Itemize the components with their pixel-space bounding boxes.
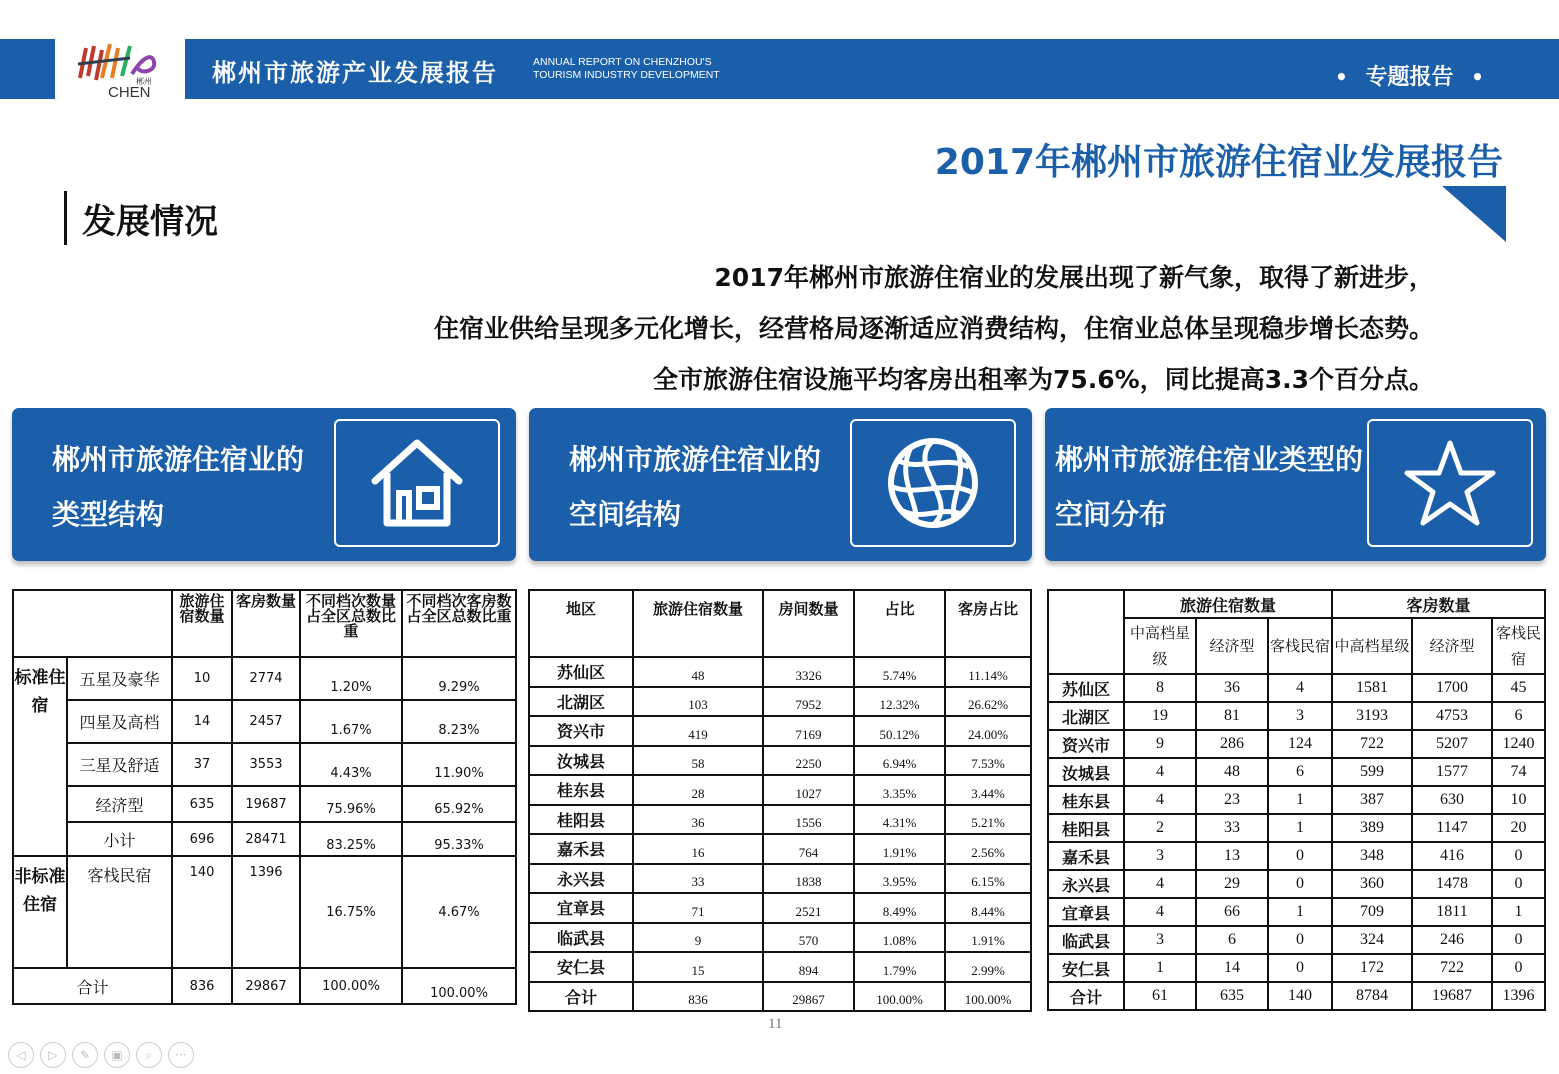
- table-row: [1048, 758, 1545, 786]
- header-en-line2: TOURISM INDUSTRY DEVELOPMENT: [533, 69, 720, 81]
- t3-region: 桂阳县: [1048, 814, 1124, 842]
- t1-rooms: 2457: [232, 700, 300, 743]
- t3-value: 4: [1124, 758, 1196, 786]
- table-row: [529, 834, 1031, 864]
- t2-region: 永兴县: [529, 864, 633, 894]
- slides-icon[interactable]: ▣: [104, 1042, 130, 1068]
- table-row: [13, 968, 516, 1004]
- t3-value: 324: [1332, 926, 1412, 954]
- t3-value: 4: [1124, 898, 1196, 926]
- t3-value: 19: [1124, 702, 1196, 730]
- t1-pct-count: 4.43%: [300, 743, 402, 786]
- table-row: [1048, 982, 1545, 1010]
- t3-region: 临武县: [1048, 926, 1124, 954]
- t3-value: 124: [1268, 730, 1332, 758]
- t1-rooms: 19687: [232, 786, 300, 822]
- t2-value: 7.53%: [945, 746, 1031, 776]
- t2-header-count: 旅游住宿数量: [633, 590, 763, 657]
- header-en-line1: ANNUAL REPORT ON CHENZHOU'S: [533, 56, 712, 68]
- t1-type: 经济型: [67, 786, 172, 822]
- table-row: [529, 775, 1031, 805]
- t3-value: 13: [1196, 842, 1268, 870]
- t2-region: 桂阳县: [529, 805, 633, 835]
- t3-value: 1581: [1332, 674, 1412, 702]
- t2-value: 7952: [763, 687, 854, 717]
- table-row: [529, 716, 1031, 746]
- t2-value: 4.31%: [854, 805, 945, 835]
- t3-value: 3: [1124, 842, 1196, 870]
- t2-value: 26.62%: [945, 687, 1031, 717]
- t3-value: 0: [1268, 954, 1332, 982]
- t3-value: 722: [1332, 730, 1412, 758]
- section-marker: [64, 191, 67, 245]
- t2-value: 48: [633, 657, 763, 687]
- t2-value: 5.74%: [854, 657, 945, 687]
- t3-value: 0: [1268, 842, 1332, 870]
- t1-header-count: 旅游住宿数量: [172, 590, 232, 657]
- t2-region: 嘉禾县: [529, 834, 633, 864]
- t1-count: 10: [172, 657, 232, 700]
- t2-value: 8.44%: [945, 893, 1031, 923]
- slideshow-nav: [8, 1042, 194, 1068]
- t3-value: 1: [1492, 898, 1545, 926]
- t3-value: 172: [1332, 954, 1412, 982]
- t2-value: 2.99%: [945, 952, 1031, 982]
- t3-region: 安仁县: [1048, 954, 1124, 982]
- t1-type: 客栈民宿: [67, 856, 172, 968]
- table-row: [529, 952, 1031, 982]
- t1-count: 14: [172, 700, 232, 743]
- t3-value: 1: [1268, 898, 1332, 926]
- t2-value: 764: [763, 834, 854, 864]
- t3-value: 29: [1196, 870, 1268, 898]
- t2-value: 2.56%: [945, 834, 1031, 864]
- t3-region: 桂东县: [1048, 786, 1124, 814]
- t3-value: 61: [1124, 982, 1196, 1010]
- t3-value: 389: [1332, 814, 1412, 842]
- t3-value: 10: [1492, 786, 1545, 814]
- t3-value: 48: [1196, 758, 1268, 786]
- t3-sub-header: 经济型: [1412, 618, 1492, 674]
- table-row: [1048, 870, 1545, 898]
- card-title-line2: 类型结构: [52, 498, 165, 531]
- t1-total-pct-count: 100.00%: [300, 968, 402, 1004]
- t1-total-label: 合计: [13, 968, 172, 1004]
- t1-total-count: 836: [172, 968, 232, 1004]
- type-structure-table: [12, 589, 517, 1005]
- t2-region: 桂东县: [529, 775, 633, 805]
- table-row: [529, 893, 1031, 923]
- space-structure-table: [528, 589, 1032, 1012]
- t1-corner-cell: [13, 590, 172, 657]
- card-type-structure[interactable]: [12, 408, 516, 561]
- section-title: 发展情况: [82, 202, 218, 242]
- t2-value: 1556: [763, 805, 854, 835]
- t2-value: 71: [633, 893, 763, 923]
- table-row: [529, 746, 1031, 776]
- t2-value: 3.44%: [945, 775, 1031, 805]
- t3-corner-cell: [1048, 590, 1124, 674]
- table-row: [529, 982, 1031, 1012]
- t1-pct-rooms: 11.90%: [402, 743, 516, 786]
- t2-value: 2521: [763, 893, 854, 923]
- lead-line-1: 2017年郴州市旅游住宿业的发展出现了新气象，取得了新进步，: [714, 263, 1434, 292]
- t2-value: 8.49%: [854, 893, 945, 923]
- t2-header-share: 占比: [854, 590, 945, 657]
- header-en-title: [533, 56, 720, 82]
- t2-value: 24.00%: [945, 716, 1031, 746]
- t3-value: 140: [1268, 982, 1332, 1010]
- card-space-structure[interactable]: [529, 408, 1032, 561]
- table-row: [13, 700, 516, 743]
- t2-region: 合计: [529, 982, 633, 1012]
- t3-value: 20: [1492, 814, 1545, 842]
- card-title-line2: 空间分布: [1055, 498, 1168, 531]
- t3-value: 8: [1124, 674, 1196, 702]
- t3-value: 3193: [1332, 702, 1412, 730]
- t3-value: 0: [1492, 926, 1545, 954]
- t2-value: 1027: [763, 775, 854, 805]
- t2-value: 3.35%: [854, 775, 945, 805]
- t3-value: 4753: [1412, 702, 1492, 730]
- t3-value: 14: [1196, 954, 1268, 982]
- t3-value: 3: [1268, 702, 1332, 730]
- t2-value: 6.94%: [854, 746, 945, 776]
- pen-icon[interactable]: ✎: [72, 1042, 98, 1068]
- t2-value: 1.91%: [945, 923, 1031, 953]
- t3-group-count: 旅游住宿数量: [1124, 590, 1332, 618]
- t3-value: 6: [1268, 758, 1332, 786]
- t2-region: 北湖区: [529, 687, 633, 717]
- t3-value: 4: [1268, 674, 1332, 702]
- t2-value: 1.79%: [854, 952, 945, 982]
- card-type-distribution[interactable]: [1045, 408, 1546, 561]
- t1-pct-rooms: 8.23%: [402, 700, 516, 743]
- t2-value: 103: [633, 687, 763, 717]
- t2-value: 894: [763, 952, 854, 982]
- t3-value: 630: [1412, 786, 1492, 814]
- table-row: [1048, 898, 1545, 926]
- t3-region: 北湖区: [1048, 702, 1124, 730]
- card-title-line2: 空间结构: [569, 498, 682, 531]
- t3-value: 45: [1492, 674, 1545, 702]
- table-row: [529, 657, 1031, 687]
- t1-pct-rooms: 9.29%: [402, 657, 516, 700]
- t3-sub-header: 中高档星级: [1124, 618, 1196, 674]
- table-row: [1048, 926, 1545, 954]
- t3-value: 1700: [1412, 674, 1492, 702]
- type-distribution-table: [1047, 589, 1546, 1011]
- t3-sub-header: 客栈民宿: [1268, 618, 1332, 674]
- t2-value: 5.21%: [945, 805, 1031, 835]
- logo-sub-text: 郴州: [136, 77, 152, 86]
- star-icon: [1402, 437, 1498, 529]
- t1-group-standard: 标准住宿: [13, 657, 67, 856]
- t2-header-region: 地区: [529, 590, 633, 657]
- t2-value: 29867: [763, 982, 854, 1012]
- t3-value: 0: [1268, 926, 1332, 954]
- t2-value: 3326: [763, 657, 854, 687]
- t2-value: 6.15%: [945, 864, 1031, 894]
- t2-value: 1.91%: [854, 834, 945, 864]
- t3-value: 6: [1196, 926, 1268, 954]
- t3-value: 286: [1196, 730, 1268, 758]
- tag-bullet-left: •: [1335, 65, 1348, 89]
- t3-value: 36: [1196, 674, 1268, 702]
- t3-region: 宜章县: [1048, 898, 1124, 926]
- t2-value: 2250: [763, 746, 854, 776]
- table-row: [1048, 730, 1545, 758]
- t3-value: 1: [1268, 786, 1332, 814]
- t3-value: 1: [1268, 814, 1332, 842]
- card-icon-box: [1367, 419, 1533, 547]
- t2-value: 28: [633, 775, 763, 805]
- t3-value: 66: [1196, 898, 1268, 926]
- table-row: [13, 743, 516, 786]
- t2-region: 汝城县: [529, 746, 633, 776]
- t3-value: 4: [1124, 786, 1196, 814]
- card-icon-box: [850, 419, 1016, 547]
- t1-total-pct-rooms: 100.00%: [402, 968, 516, 1004]
- t3-region: 永兴县: [1048, 870, 1124, 898]
- t1-rooms: 3553: [232, 743, 300, 786]
- table-row: [13, 822, 516, 856]
- t2-region: 安仁县: [529, 952, 633, 982]
- section-tag: [1335, 60, 1484, 91]
- t2-region: 临武县: [529, 923, 633, 953]
- t3-value: 246: [1412, 926, 1492, 954]
- t1-total-rooms: 29867: [232, 968, 300, 1004]
- t1-count: 37: [172, 743, 232, 786]
- page-title: 2017年郴州市旅游住宿业发展报告: [934, 142, 1503, 183]
- t3-value: 348: [1332, 842, 1412, 870]
- t2-value: 419: [633, 716, 763, 746]
- more-icon[interactable]: ···: [168, 1042, 194, 1068]
- t1-pct-count: 1.67%: [300, 700, 402, 743]
- table-row: [13, 786, 516, 822]
- t3-value: 6: [1492, 702, 1545, 730]
- t1-count: 140: [172, 856, 232, 968]
- t3-value: 3: [1124, 926, 1196, 954]
- t3-value: 19687: [1412, 982, 1492, 1010]
- header-left-band: [0, 39, 55, 99]
- t2-value: 33: [633, 864, 763, 894]
- t3-value: 9: [1124, 730, 1196, 758]
- t3-value: 387: [1332, 786, 1412, 814]
- t1-header-pct-count: 不同档次数量占全区总数比重: [300, 590, 402, 657]
- t2-region: 苏仙区: [529, 657, 633, 687]
- t3-value: 5207: [1412, 730, 1492, 758]
- t3-group-rooms: 客房数量: [1332, 590, 1545, 618]
- t2-header-rooms: 房间数量: [763, 590, 854, 657]
- t3-value: 599: [1332, 758, 1412, 786]
- tag-bullet-right: •: [1471, 65, 1484, 89]
- table-row: [13, 657, 516, 700]
- table-row: [1048, 674, 1545, 702]
- t1-rooms: 28471: [232, 822, 300, 856]
- t3-value: 1577: [1412, 758, 1492, 786]
- t3-region: 嘉禾县: [1048, 842, 1124, 870]
- t3-sub-header: 中高档星级: [1332, 618, 1412, 674]
- t1-pct-count: 16.75%: [300, 856, 402, 968]
- t2-value: 50.12%: [854, 716, 945, 746]
- t3-value: 33: [1196, 814, 1268, 842]
- t1-count: 635: [172, 786, 232, 822]
- t1-header-pct-rooms: 不同档次客房数占全区总数比重: [402, 590, 516, 657]
- t2-region: 资兴市: [529, 716, 633, 746]
- table-row: [1048, 954, 1545, 982]
- t3-value: 1147: [1412, 814, 1492, 842]
- t2-value: 570: [763, 923, 854, 953]
- t2-value: 58: [633, 746, 763, 776]
- t1-type: 小计: [67, 822, 172, 856]
- table-row: [1048, 814, 1545, 842]
- t2-value: 9: [633, 923, 763, 953]
- table-row: [13, 856, 516, 968]
- t1-pct-rooms: 95.33%: [402, 822, 516, 856]
- t3-value: 81: [1196, 702, 1268, 730]
- t1-pct-count: 1.20%: [300, 657, 402, 700]
- t2-header-room-share: 客房占比: [945, 590, 1031, 657]
- globe-icon: [885, 435, 981, 531]
- t1-rooms: 1396: [232, 856, 300, 968]
- t1-group-nonstandard: 非标准住宿: [13, 856, 67, 968]
- table-row: [529, 687, 1031, 717]
- t3-value: 416: [1412, 842, 1492, 870]
- t2-value: 15: [633, 952, 763, 982]
- t3-value: 0: [1268, 870, 1332, 898]
- t1-count: 696: [172, 822, 232, 856]
- t3-value: 709: [1332, 898, 1412, 926]
- card-title-line1: 郴州市旅游住宿业的: [569, 443, 822, 476]
- t1-rooms: 2774: [232, 657, 300, 700]
- t1-pct-count: 75.96%: [300, 786, 402, 822]
- t2-value: 100.00%: [854, 982, 945, 1012]
- header-title: 郴州市旅游产业发展报告: [212, 59, 498, 87]
- zoom-icon[interactable]: ⌕: [136, 1042, 162, 1068]
- corner-triangle: [1442, 186, 1506, 242]
- t2-value: 3.95%: [854, 864, 945, 894]
- card-title-line1: 郴州市旅游住宿业的: [52, 443, 305, 476]
- card-title-line1: 郴州市旅游住宿业类型的: [1055, 443, 1364, 476]
- t3-value: 360: [1332, 870, 1412, 898]
- t3-sub-header: 经济型: [1196, 618, 1268, 674]
- t3-value: 8784: [1332, 982, 1412, 1010]
- t3-value: 1478: [1412, 870, 1492, 898]
- table-row: [529, 864, 1031, 894]
- chenzhou-logo: [72, 38, 172, 102]
- table-row: [1048, 786, 1545, 814]
- t3-region: 合计: [1048, 982, 1124, 1010]
- next-icon[interactable]: ▷: [40, 1042, 66, 1068]
- t2-value: 11.14%: [945, 657, 1031, 687]
- t2-value: 1838: [763, 864, 854, 894]
- t3-value: 0: [1492, 842, 1545, 870]
- page-number: 11: [768, 1016, 783, 1032]
- t2-value: 16: [633, 834, 763, 864]
- t1-header-rooms: 客房数量: [232, 590, 300, 657]
- t1-type: 三星及舒适: [67, 743, 172, 786]
- logo-text: CHEN: [108, 84, 151, 101]
- t3-value: 635: [1196, 982, 1268, 1010]
- t3-value: 1396: [1492, 982, 1545, 1010]
- lead-line-2: 住宿业供给呈现多元化增长，经营格局逐渐适应消费结构，住宿业总体呈现稳步增长态势。: [433, 314, 1434, 343]
- t1-pct-rooms: 4.67%: [402, 856, 516, 968]
- t3-value: 23: [1196, 786, 1268, 814]
- t3-region: 苏仙区: [1048, 674, 1124, 702]
- t3-value: 0: [1492, 954, 1545, 982]
- lead-line-3: 全市旅游住宿设施平均客房出租率为75.6%，同比提高3.3个百分点。: [652, 365, 1434, 394]
- t1-type: 五星及豪华: [67, 657, 172, 700]
- t3-value: 722: [1412, 954, 1492, 982]
- t3-value: 1811: [1412, 898, 1492, 926]
- t3-region: 汝城县: [1048, 758, 1124, 786]
- t1-pct-count: 83.25%: [300, 822, 402, 856]
- t2-region: 宜章县: [529, 893, 633, 923]
- card-icon-box: [334, 419, 500, 547]
- table-row: [529, 923, 1031, 953]
- t2-value: 836: [633, 982, 763, 1012]
- t3-value: 1: [1124, 954, 1196, 982]
- t1-pct-rooms: 65.92%: [402, 786, 516, 822]
- t3-region: 资兴市: [1048, 730, 1124, 758]
- t3-sub-header: 客栈民宿: [1492, 618, 1545, 674]
- t3-value: 4: [1124, 870, 1196, 898]
- t2-value: 7169: [763, 716, 854, 746]
- t2-value: 100.00%: [945, 982, 1031, 1012]
- house-icon: [367, 435, 467, 531]
- t3-value: 0: [1492, 870, 1545, 898]
- prev-icon[interactable]: ◁: [8, 1042, 34, 1068]
- t1-type: 四星及高档: [67, 700, 172, 743]
- table-row: [1048, 702, 1545, 730]
- section-tag-label: 专题报告: [1365, 65, 1454, 90]
- t2-value: 1.08%: [854, 923, 945, 953]
- t3-value: 74: [1492, 758, 1545, 786]
- t3-value: 1240: [1492, 730, 1545, 758]
- t3-value: 2: [1124, 814, 1196, 842]
- t2-value: 12.32%: [854, 687, 945, 717]
- t2-value: 36: [633, 805, 763, 835]
- table-row: [1048, 842, 1545, 870]
- table-row: [529, 805, 1031, 835]
